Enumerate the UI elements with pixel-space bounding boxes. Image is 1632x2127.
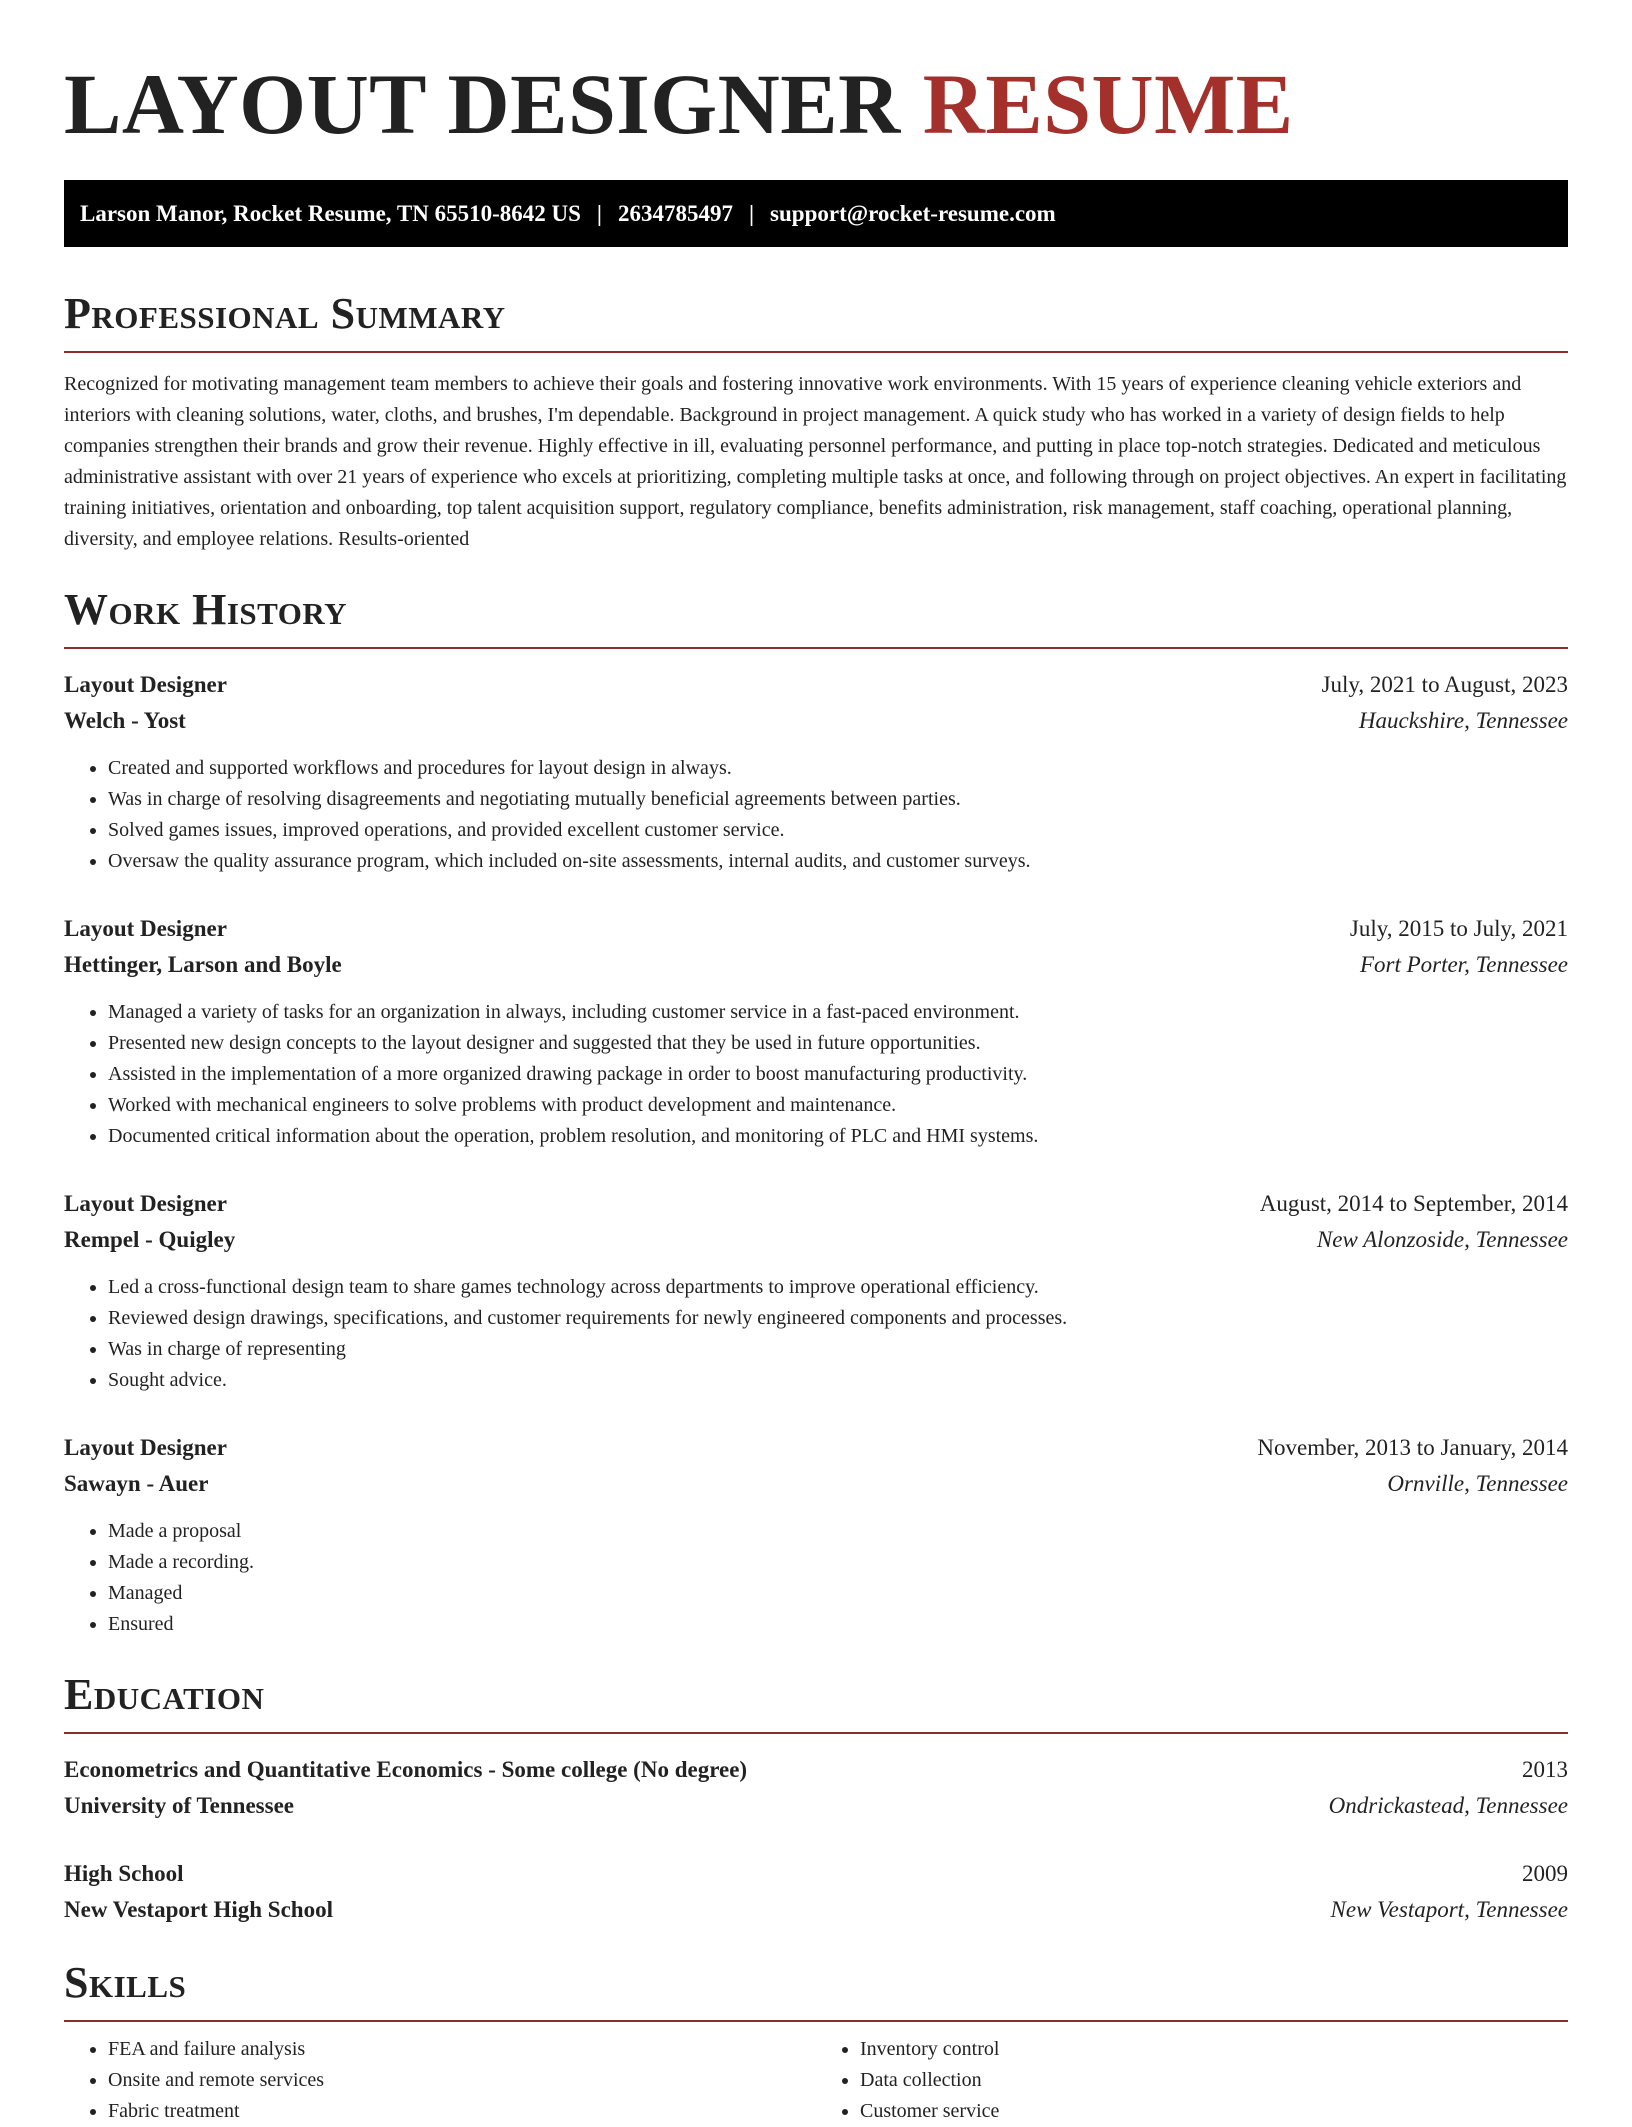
job-dates: July, 2021 to August, 2023 xyxy=(1321,672,1568,697)
section-heading-summary: Professional Summary xyxy=(64,289,1568,353)
skill-item: • FEA and failure analysis xyxy=(108,2034,816,2065)
education-year: 2009 xyxy=(1522,1861,1568,1886)
skill-item: • Fabric treatment xyxy=(108,2096,816,2127)
job-entry xyxy=(64,1430,1568,1640)
job-location: Ornville, Tennessee xyxy=(1387,1471,1568,1496)
job-dates: August, 2014 to September, 2014 xyxy=(1259,1191,1568,1216)
education-degree: High School xyxy=(64,1861,184,1886)
job-bullet: • Managed a variety of tasks for an organization in always, including customer service in a fast-paced environment. xyxy=(108,997,1568,1028)
education-school: University of Tennessee xyxy=(64,1793,294,1818)
job-location: Hauckshire, Tennessee xyxy=(1358,708,1568,733)
skills-grid xyxy=(64,2034,1568,2127)
education-year: 2013 xyxy=(1522,1757,1568,1782)
job-title: Layout Designer xyxy=(64,1435,227,1460)
skill-item: • Inventory control xyxy=(860,2034,1568,2065)
job-bullet: • Was in charge of resolving disagreements and negotiating mutually beneficial agreements between parties. xyxy=(108,784,1568,815)
job-bullets xyxy=(64,1272,1568,1396)
education-location: Ondrickastead, Tennessee xyxy=(1328,1793,1568,1818)
job-company-row xyxy=(64,1222,1568,1258)
job-company: Welch - Yost xyxy=(64,708,186,733)
job-bullet: • Solved games issues, improved operations, and provided excellent customer service. xyxy=(108,815,1568,846)
section-heading-work-history: Work History xyxy=(64,585,1568,649)
education-school-row xyxy=(64,1788,1568,1824)
title-main: LAYOUT DESIGNER xyxy=(64,56,901,152)
contact-phone: 2634785497 xyxy=(617,200,733,226)
job-location: New Alonzoside, Tennessee xyxy=(1316,1227,1568,1252)
summary-text: Recognized for motivating management team members to achieve their goals and fostering innovative work environments. With 15 years of experience cleaning vehicle exteriors and interiors with cleaning solutions, water, cloths, and brushes, I'm dependable. Background in project management. A quick study who has worked in a variety of design fields to help companies strengthen their brands and grow their revenue. Highly effective in ill, evaluating personnel performance, and putting in place top-notch strategies. Dedicated and meticulous administrative assistant with over 21 years of experience who excels at prioritizing, completing multiple tasks at once, and following through on project objectives. An expert in facilitating training initiatives, orientation and onboarding, top talent acquisition support, regulatory compliance, benefits administration, risk management, staff coaching, operational planning, diversity, and employee relations. Results-oriented xyxy=(64,373,1567,550)
job-header-row xyxy=(64,911,1568,947)
work-history-list xyxy=(64,667,1568,1640)
job-header-row xyxy=(64,1430,1568,1466)
resume-page xyxy=(64,0,1568,2127)
job-bullet: • Sought advice. xyxy=(108,1365,1568,1396)
job-bullets xyxy=(64,1516,1568,1640)
contact-separator: | xyxy=(596,200,602,226)
job-entry xyxy=(64,1186,1568,1396)
education-header-row xyxy=(64,1856,1568,1892)
job-location: Fort Porter, Tennessee xyxy=(1359,952,1568,977)
skill-item: • Onsite and remote services xyxy=(108,2065,816,2096)
job-bullets xyxy=(64,997,1568,1152)
job-bullet: • Managed xyxy=(108,1578,1568,1609)
education-entry xyxy=(64,1856,1568,1928)
job-company-row xyxy=(64,947,1568,983)
education-school: New Vestaport High School xyxy=(64,1897,333,1922)
job-header-row xyxy=(64,667,1568,703)
job-company: Hettinger, Larson and Boyle xyxy=(64,952,342,977)
job-bullet: • Assisted in the implementation of a more organized drawing package in order to boost manufacturing productivity. xyxy=(108,1059,1568,1090)
job-bullet: • Presented new design concepts to the layout designer and suggested that they be used in future opportunities. xyxy=(108,1028,1568,1059)
contact-bar xyxy=(64,180,1568,247)
title-accent: RESUME xyxy=(922,56,1294,152)
job-entry xyxy=(64,667,1568,877)
job-title: Layout Designer xyxy=(64,1191,227,1216)
skills-column-right xyxy=(816,2034,1568,2127)
job-header-row xyxy=(64,1186,1568,1222)
job-bullet: • Oversaw the quality assurance program, which included on-site assessments, internal audits, and customer surveys. xyxy=(108,846,1568,877)
education-list xyxy=(64,1752,1568,1928)
job-company-row xyxy=(64,703,1568,739)
skill-item: • Data collection xyxy=(860,2065,1568,2096)
job-dates: July, 2015 to July, 2021 xyxy=(1349,916,1568,941)
job-bullet: • Led a cross-functional design team to share games technology across departments to improve operational efficiency. xyxy=(108,1272,1568,1303)
education-location: New Vestaport, Tennessee xyxy=(1330,1897,1568,1922)
job-title: Layout Designer xyxy=(64,916,227,941)
section-heading-education: Education xyxy=(64,1670,1568,1734)
job-dates: November, 2013 to January, 2014 xyxy=(1257,1435,1568,1460)
education-entry xyxy=(64,1752,1568,1824)
job-bullet: • Made a proposal xyxy=(108,1516,1568,1547)
job-bullet: • Was in charge of representing xyxy=(108,1334,1568,1365)
skill-item: • Customer service xyxy=(860,2096,1568,2127)
education-school-row xyxy=(64,1892,1568,1928)
education-degree: Econometrics and Quantitative Economics - Some college (No degree) xyxy=(64,1757,748,1782)
contact-separator: | xyxy=(748,200,755,226)
job-bullet: • Created and supported workflows and procedures for layout design in always. xyxy=(108,753,1568,784)
job-title: Layout Designer xyxy=(64,672,227,697)
job-entry xyxy=(64,911,1568,1152)
job-company: Rempel - Quigley xyxy=(64,1227,236,1252)
job-company: Sawayn - Auer xyxy=(64,1471,209,1496)
contact-email: support@rocket-resume.com xyxy=(770,200,1056,226)
job-bullets xyxy=(64,753,1568,877)
job-bullet: • Ensured xyxy=(108,1609,1568,1640)
skills-column-left xyxy=(64,2034,816,2127)
education-header-row xyxy=(64,1752,1568,1788)
contact-address: Larson Manor, Rocket Resume, TN 65510-8642 US xyxy=(80,200,581,226)
resume-title xyxy=(64,58,1568,150)
job-bullet: • Made a recording. xyxy=(108,1547,1568,1578)
job-bullet: • Documented critical information about the operation, problem resolution, and monitoring of PLC and HMI systems. xyxy=(108,1121,1568,1152)
section-heading-skills: Skills xyxy=(64,1958,1568,2022)
job-bullet: • Worked with mechanical engineers to solve problems with product development and maintenance. xyxy=(108,1090,1568,1121)
job-bullet: • Reviewed design drawings, specifications, and customer requirements for newly engineered components and processes. xyxy=(108,1303,1568,1334)
job-company-row xyxy=(64,1466,1568,1502)
